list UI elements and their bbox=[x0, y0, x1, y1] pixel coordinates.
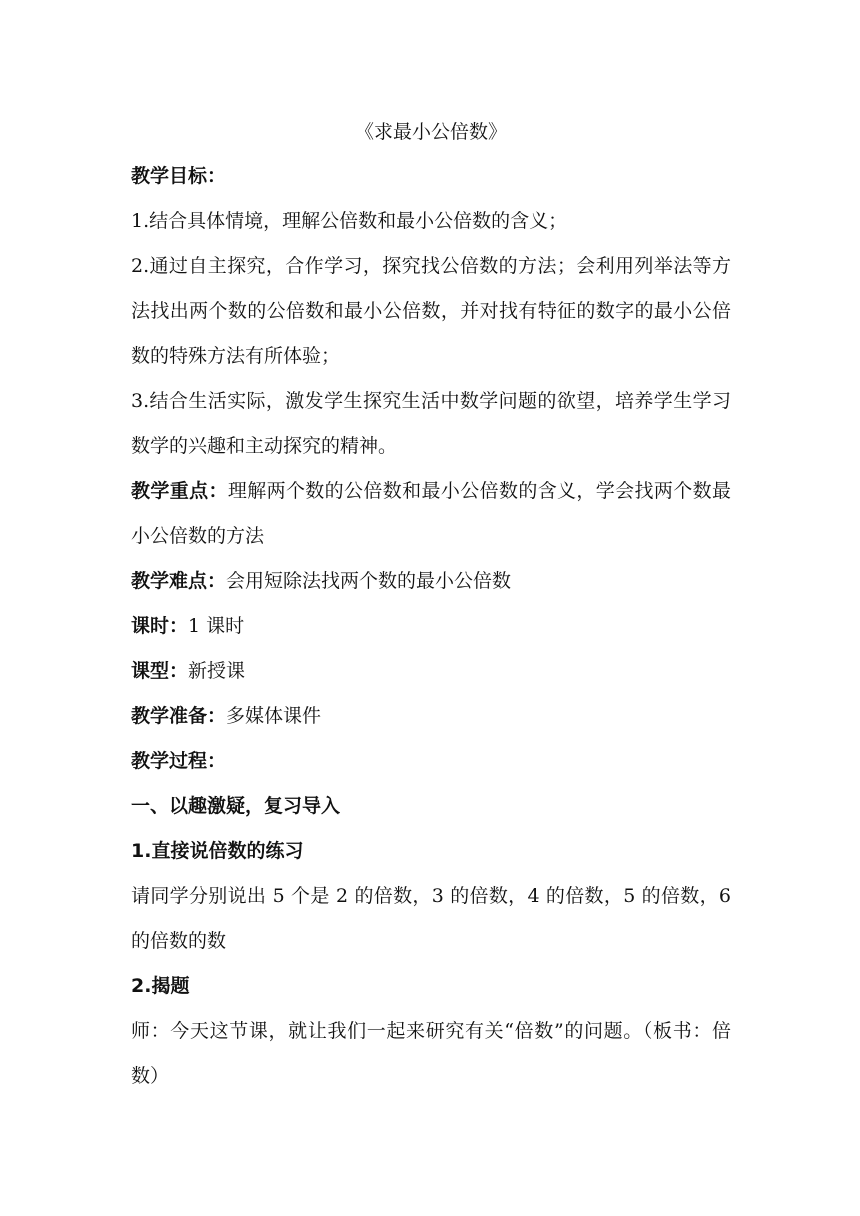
document-title: 《求最小公倍数》 bbox=[354, 121, 507, 143]
period-paragraph bbox=[131, 604, 731, 649]
process-heading: 教学过程： bbox=[131, 750, 227, 772]
key-points-text: 理解两个数的公倍数和最小公倍数的含义，学会找两个数最小公倍数的方法 bbox=[131, 480, 731, 547]
section-1-heading: 一、以趣激疑，复习导入 bbox=[131, 795, 341, 817]
goal-item-2: 2.通过自主探究，合作学习，探究找公倍数的方法；会利用列举法等方法找出两个数的公倍数和最小公倍数，并对找有特征的数字的最小公倍数的特殊方法有所体验； bbox=[131, 255, 731, 367]
prep-label: 教学准备： bbox=[131, 705, 227, 727]
difficulty-text: 会用短除法找两个数的最小公倍数 bbox=[226, 570, 512, 592]
sub-1-heading: 1.直接说倍数的练习 bbox=[131, 840, 304, 862]
type-text: 新授课 bbox=[188, 660, 246, 682]
goal-item-1: 1.结合具体情境，理解公倍数和最小公倍数的含义； bbox=[131, 210, 568, 232]
key-points-label: 教学重点： bbox=[131, 480, 228, 502]
type-paragraph bbox=[131, 649, 731, 694]
goal-item-3: 3.结合生活实际，激发学生探究生活中数学问题的欲望，培养学生学习数学的兴趣和主动探究的精神。 bbox=[131, 390, 731, 457]
difficulty-label: 教学难点： bbox=[131, 570, 227, 592]
key-points-paragraph bbox=[131, 469, 731, 559]
sub-2-heading: 2.揭题 bbox=[131, 975, 190, 997]
type-label: 课型： bbox=[131, 660, 189, 682]
sub-2-text: 师：今天这节课，就让我们一起来研究有关“倍数”的问题。（板书：倍数） bbox=[131, 1020, 731, 1087]
period-text: 1 课时 bbox=[188, 615, 245, 637]
difficulty-paragraph bbox=[131, 559, 731, 604]
period-label: 课时： bbox=[131, 615, 189, 637]
prep-text: 多媒体课件 bbox=[226, 705, 322, 727]
goals-heading: 教学目标： bbox=[131, 165, 227, 187]
sub-1-text: 请同学分别说出 5 个是 2 的倍数，3 的倍数，4 的倍数，5 的倍数，6 的倍数的数 bbox=[131, 885, 731, 952]
document-body bbox=[131, 112, 731, 1099]
prep-paragraph bbox=[131, 694, 731, 739]
